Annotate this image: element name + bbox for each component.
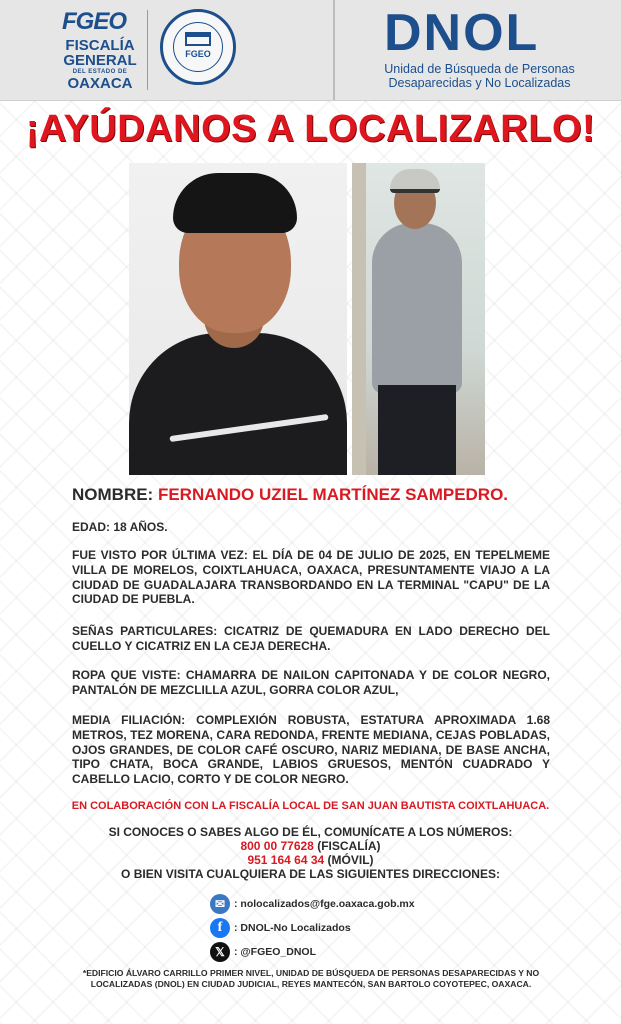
dnol-subtitle: Unidad de Búsqueda de Personas Desaparecidas y No Localizadas bbox=[384, 62, 575, 90]
name-value: FERNANDO UZIEL MARTÍNEZ SAMPEDRO. bbox=[157, 485, 509, 504]
photo-full-body bbox=[352, 163, 485, 475]
distinctive-marks: SEÑAS PARTICULARES: CICATRIZ DE QUEMADURA EN LADO DERECHO DEL CUELLO Y CICATRIZ EN LA CEJA DERECHA. bbox=[72, 624, 550, 653]
contact-email-text: : nolocalizados@fge.oaxaca.gob.mx bbox=[234, 898, 415, 910]
header-banner bbox=[0, 0, 621, 101]
physical-description: MEDIA FILIACIÓN: COMPLEXIÓN ROBUSTA, ESTATURA APROXIMADA 1.68 METROS, TEZ MORENA, CARA REDONDA, FRENTE MEDIANA, CEJAS POBLADAS, OJOS GRANDES, DE COLOR CAFÉ OSCURO, NARIZ MEDIANA, DE BASE ANCHA, TIPO CHATA, BOCA GRANDE, LABIOS GRUESOS, MENTÓN CUADRADO Y CABELLO LACIO, CORTO Y DE COLOR NEGRO. bbox=[72, 713, 550, 787]
photo-portrait bbox=[129, 163, 347, 475]
portrait-shirt bbox=[129, 333, 347, 475]
facebook-icon: f bbox=[210, 918, 230, 938]
wordmark-line-4: OAXACA bbox=[67, 75, 133, 92]
phone-mobile-label: (MÓVIL) bbox=[327, 853, 374, 867]
full-body-cap bbox=[390, 169, 440, 193]
seal-label: FGEO bbox=[185, 49, 211, 59]
fiscalia-seal-icon bbox=[160, 9, 236, 85]
wordmark-line-1: FISCALÍA bbox=[65, 37, 135, 54]
logo-divider bbox=[147, 10, 148, 90]
footer-address: *EDIFICIO ÁLVARO CARRILLO PRIMER NIVEL, UNIDAD DE BÚSQUEDA DE PERSONAS DESAPARECIDAS Y NO LOCALIZADAS (DNOL) EN CIUDAD JUDICIAL, REYES MANTECÓN, SAN BARTOLO COYOTEPEC, OAXACA. bbox=[82, 968, 540, 989]
full-body-shirt bbox=[372, 223, 462, 393]
contact-x-text: : @FGEO_DNOL bbox=[234, 946, 316, 958]
contact-facebook-text: : DNOL-No Localizados bbox=[234, 922, 351, 934]
portrait-hair bbox=[173, 173, 297, 233]
contact-intro: SI CONOCES O SABES ALGO DE ÉL, COMUNÍCATE A LOS NÚMEROS: bbox=[108, 825, 513, 839]
name-label: NOMBRE: bbox=[72, 485, 154, 504]
person-name bbox=[72, 485, 508, 505]
seal-center bbox=[173, 22, 223, 72]
last-seen: FUE VISTO POR ÚLTIMA VEZ: EL DÍA DE 04 DE JULIO DE 2025, EN TEPELMEME VILLA DE MORELOS, COIXTLAHUACA, OAXACA, PRESUNTAMENTE VIAJO A LA CIUDAD DE GUADALAJARA TRANSBORDANDO EN LA TERMINAL "CAPU" DE LA CIUDAD DE PUEBLA. bbox=[72, 548, 550, 607]
phone-fiscalia-number[interactable]: 800 00 77628 bbox=[240, 839, 314, 853]
x-icon: 𝕏 bbox=[210, 942, 230, 962]
full-body-pants bbox=[378, 385, 456, 475]
photo-background-pillar bbox=[352, 163, 366, 475]
wordmark-line-2: GENERAL bbox=[63, 52, 137, 69]
collaboration-note: EN COLABORACIÓN CON LA FISCALÍA LOCAL DE SAN JUAN BAUTISTA COIXTLAHUACA. bbox=[71, 800, 550, 812]
phone-fiscalia bbox=[0, 839, 621, 854]
poster-title: ¡AYÚDANOS A LOCALIZARLO! bbox=[25, 108, 596, 150]
phone-mobile-number[interactable]: 951 164 64 34 bbox=[247, 853, 325, 867]
wordmark-line-3: DEL ESTADO DE bbox=[72, 69, 128, 75]
clothing: ROPA QUE VISTE: CHAMARRA DE NAILON CAPITONADA Y DE COLOR NEGRO, PANTALÓN DE MEZCLILLA AZUL, GORRA COLOR AZUL, bbox=[72, 668, 550, 697]
person-age: EDAD: 18 AÑOS. bbox=[72, 520, 168, 534]
fgeo-logo-block bbox=[0, 0, 333, 100]
dnol-logo-word: DNOL bbox=[384, 4, 540, 62]
fiscalia-wordmark bbox=[60, 38, 140, 91]
header-divider bbox=[333, 0, 335, 100]
phone-mobile bbox=[0, 853, 621, 868]
fgeo-logo-word: FGEO bbox=[62, 8, 127, 35]
mail-icon: ✉ bbox=[210, 894, 230, 914]
building-icon bbox=[185, 32, 211, 46]
visit-directions: O BIEN VISITA CUALQUIERA DE LAS SIGUIENTES DIRECCIONES: bbox=[121, 867, 500, 881]
phone-fiscalia-label: (FISCALÍA) bbox=[317, 839, 381, 853]
